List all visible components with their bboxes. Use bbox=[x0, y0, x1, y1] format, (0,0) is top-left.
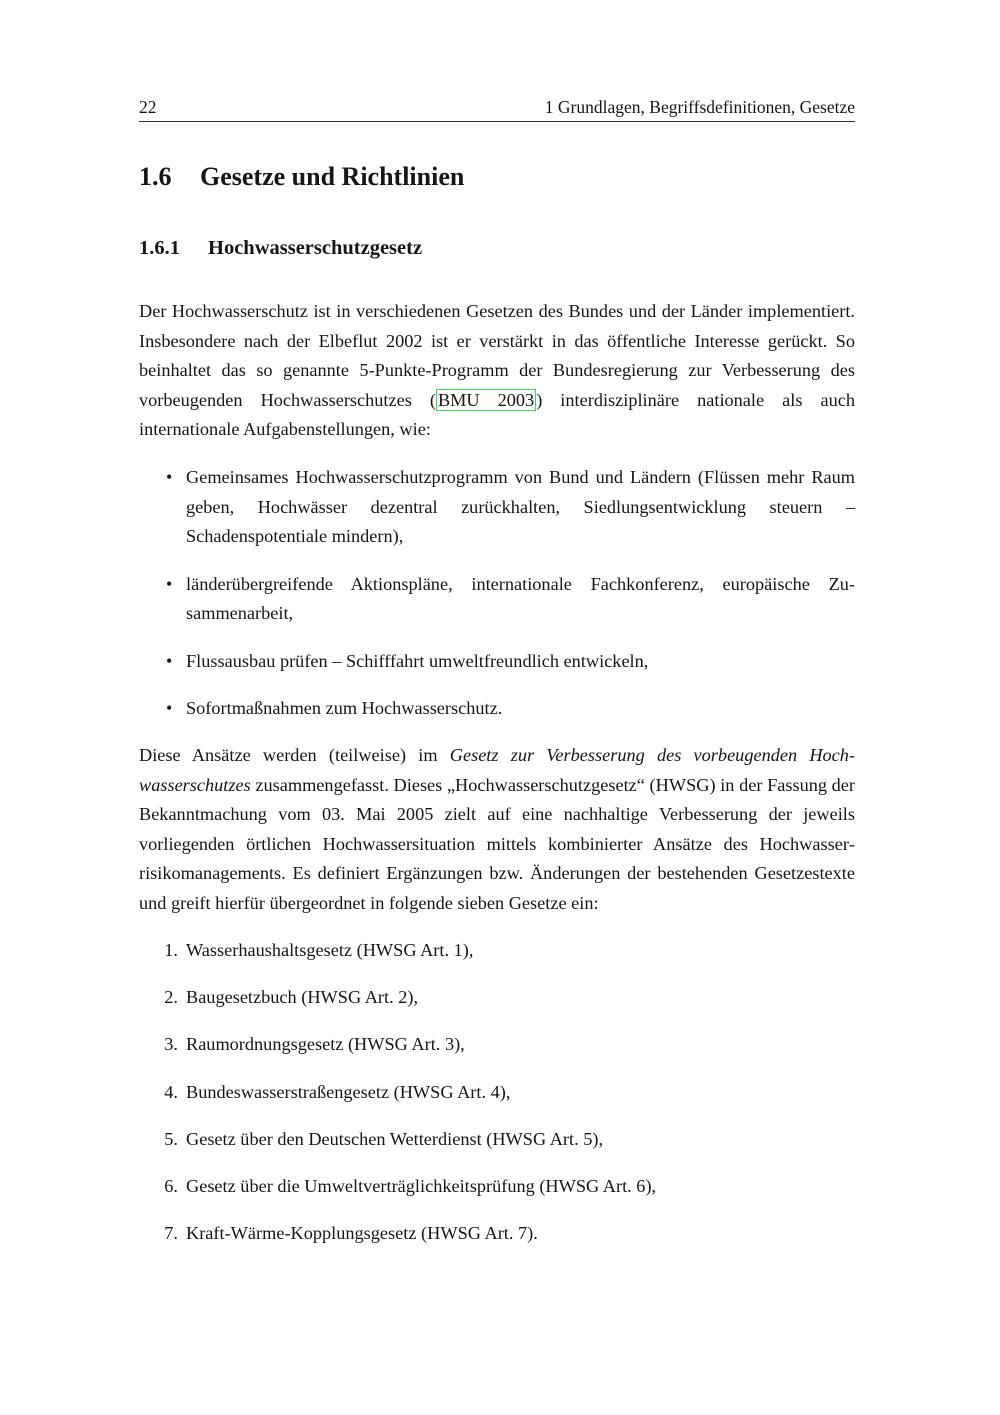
list-item bbox=[139, 983, 855, 1013]
bullet-text: länderübergreifende Aktionspläne, internationale Fachkonferenz, europäische Zusammenarbeit, bbox=[186, 573, 855, 624]
law-title-italic: Gesetz zur Verbesserung des vorbeugenden Hochwasserschutzes bbox=[139, 745, 856, 795]
law-text: Gesetz über die Umweltverträglichkeitsprüfung (HWSG Art. 6), bbox=[186, 1175, 657, 1196]
citation-link[interactable]: BMU 2003 bbox=[437, 389, 535, 410]
running-title: 1 Grundlagen, Begriffsdefinitionen, Gesetze bbox=[544, 97, 855, 117]
law-text: Wasserhaushaltsgesetz (HWSG Art. 1), bbox=[186, 940, 474, 960]
enum-number: 3. bbox=[164, 1034, 178, 1055]
bullet-text: Gemeinsames Hochwasserschutzprogramm von Bund und Ländern (Flüssen mehr Raum geben, Hochwässer dezentral zurückhalten, Siedlungsentwicklung steuern – Schadenspotentiale mindern), bbox=[186, 467, 855, 547]
law-text: Raumordnungsgesetz (HWSG Art. 3), bbox=[186, 1034, 465, 1055]
list-item bbox=[139, 1219, 855, 1249]
section-title: Gesetze und Richtlinien bbox=[200, 162, 465, 191]
list-item bbox=[139, 570, 855, 629]
bullet-text: Sofortmaßnahmen zum Hochwasserschutz. bbox=[186, 697, 503, 718]
list-item bbox=[139, 1125, 855, 1155]
subsection-number: 1.6.1 bbox=[139, 237, 180, 259]
list-item bbox=[139, 936, 855, 966]
bullet-marker: • bbox=[166, 697, 173, 718]
enum-number: 7. bbox=[164, 1223, 178, 1244]
bullet-list bbox=[139, 463, 855, 741]
bullet-marker: • bbox=[166, 467, 173, 487]
bullet-text: Flussausbau prüfen – Schifffahrt umweltfreundlich entwickeln, bbox=[186, 650, 649, 671]
bullet-marker: • bbox=[166, 650, 173, 671]
intro-paragraph bbox=[139, 297, 855, 445]
list-item bbox=[139, 1078, 855, 1108]
enum-number: 5. bbox=[164, 1128, 178, 1149]
law-text: Gesetz über den Deutschen Wetterdienst (HWSG Art. 5), bbox=[186, 1128, 604, 1149]
law-text: Kraft-Wärme-Kopplungsgesetz (HWSG Art. 7). bbox=[186, 1223, 538, 1244]
list-item bbox=[139, 1172, 855, 1202]
section-heading bbox=[139, 162, 464, 192]
law-text: Bundeswasserstraßengesetz (HWSG Art. 4), bbox=[186, 1081, 511, 1102]
law-text: Baugesetzbuch (HWSG Art. 2), bbox=[186, 987, 419, 1008]
body-paragraph bbox=[139, 741, 855, 919]
intro-text-1: Der Hochwasserschutz ist in verschiedenen Gesetzen des Bundes und der Länder implementiert. Insbesondere nach der Elbeflut 2002 ist er verstärkt in das öffentliche Interesse gerückt. So beinhaltet das so genannte 5-Punkte-Programm der Bundesregierung zur Verbesserung des vorbeugenden Hochwasserschutzes ( bbox=[139, 301, 855, 410]
subsection-title: Hochwasserschutzgesetz bbox=[208, 237, 423, 259]
list-item bbox=[139, 1030, 855, 1060]
body-text-1: Diese Ansätze werden (teilweise) im bbox=[139, 745, 450, 765]
list-item bbox=[139, 694, 855, 724]
intro-text-2: ) interdisziplinäre nationale als auch internationale Aufgabenstellungen, wie: bbox=[139, 389, 855, 440]
list-item bbox=[139, 463, 855, 552]
body-text-2: zusammengefasst. Dieses „Hochwasserschutzgesetz“ (HWSG) in der Fassung der Bekanntmachung vom 03. Mai 2005 zielt auf eine nachhaltige Verbesserung der jeweils vorliegenden örtlichen Hochwassersituation mittels kombinierter Ansätze des Hochwasserrisikomanagements. Es definiert Ergänzungen bzw. Änderungen der bestehenden Gesetzestexte und greift hierfür übergeordnet in folgende sieben Gesetze ein: bbox=[139, 774, 855, 913]
section-number: 1.6 bbox=[139, 162, 172, 191]
enum-number: 2. bbox=[164, 987, 178, 1008]
list-item bbox=[139, 647, 855, 677]
page-header bbox=[139, 97, 855, 122]
enum-number: 6. bbox=[164, 1175, 178, 1196]
subsection-heading bbox=[139, 237, 422, 260]
law-list bbox=[139, 936, 855, 1266]
page-number: 22 bbox=[139, 97, 157, 117]
enum-number: 1. bbox=[164, 940, 178, 960]
enum-number: 4. bbox=[164, 1081, 178, 1102]
bullet-marker: • bbox=[166, 573, 173, 594]
